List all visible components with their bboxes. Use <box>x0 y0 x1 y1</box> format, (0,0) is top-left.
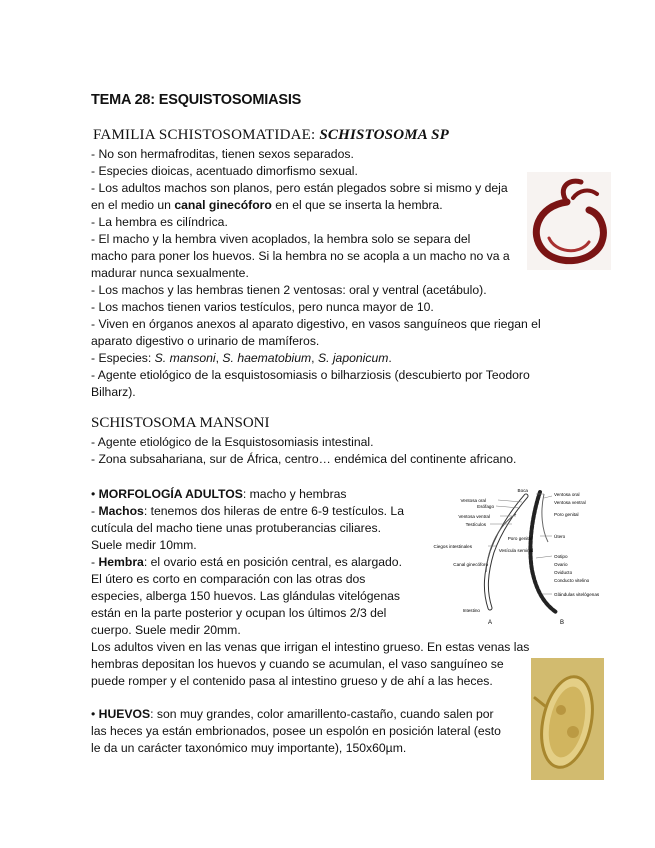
machos-line: cutícula del macho tiene unas protuberancias ciliares. <box>91 521 381 535</box>
diagram-label: Esófago <box>477 504 494 509</box>
diagram-label: Poro genital <box>554 512 579 517</box>
diagram-label: Intestino <box>462 608 480 613</box>
family-line-part: en el que se inserta la hembra. <box>271 198 443 212</box>
family-line: - Viven en órganos anexos al aparato digestivo, en vasos sanguíneos que riegan el <box>91 317 541 331</box>
diagram-label: Poro genital <box>507 536 533 541</box>
anatomy-diagram <box>428 486 618 628</box>
machos-text: : tenemos dos hileras de entre 6-9 testículos. La <box>143 504 404 518</box>
family-line: - Los machos y las hembras tienen 2 ventosas: oral y ventral (acetábulo). <box>91 283 487 297</box>
family-line <box>91 197 443 214</box>
diagram-label: Conducto vitelino <box>554 578 590 583</box>
family-line: - El macho y la hembra viven acoplados, la hembra solo se separa del <box>91 232 471 246</box>
diagram-label: Ventosa ventral <box>554 500 586 505</box>
diagram-label: Ootipo <box>554 554 568 559</box>
canal-ginecoforo-term: canal ginecóforo <box>174 198 272 212</box>
hembra-line: están en la parte posterior y ocupan los últimos 2/3 del <box>91 606 387 620</box>
machos-label: Machos <box>98 504 144 518</box>
eggs-text: : son muy grandes, color amarillento-castaño, cuando salen por <box>150 707 494 721</box>
family-heading <box>93 127 449 144</box>
species-name: S. mansoni <box>154 351 216 365</box>
diagram-label: Ovario <box>554 562 568 567</box>
species-name: S. japonicum <box>317 351 389 365</box>
hembra-label: Hembra <box>98 555 144 569</box>
hembra-line <box>91 554 402 571</box>
diagram-label: Boca <box>517 488 528 493</box>
family-line <box>91 350 392 367</box>
page-title: TEMA 28: ESQUISTOSOMIASIS <box>91 92 302 108</box>
diagram-label: Glándulas vitelógenas <box>554 592 600 597</box>
eggs-label: HUEVOS <box>98 707 151 721</box>
morphology-label: MORFOLOGÍA ADULTOS <box>98 487 243 501</box>
hembra-line: El útero es corto en comparación con las otras dos <box>91 572 366 586</box>
bullet: • <box>91 707 99 721</box>
bullet: • <box>91 487 99 501</box>
veins-line: puede romper y el contenido pasa al intestino grueso y de ahí a las heces. <box>91 674 493 688</box>
machos-line <box>91 503 404 520</box>
dash: - <box>91 504 99 518</box>
diagram-label: Ventosa oral <box>460 498 486 503</box>
family-heading-genus: SCHISTOSOMA SP <box>319 127 450 143</box>
veins-line: Los adultos viven en las venas que irrigan el intestino grueso. En estas venas las <box>91 640 530 654</box>
morphology-line <box>91 486 347 503</box>
machos-line: Suele medir 10mm. <box>91 538 197 552</box>
family-heading-text: FAMILIA SCHISTOSOMATIDAE: <box>93 127 320 143</box>
family-line-part: , <box>215 351 223 365</box>
morphology-text: : macho y hembras <box>242 487 347 501</box>
family-line: - Agente etiológico de la esquistosomiasis o bilharziosis (descubierto por Teodoro <box>91 368 530 382</box>
family-line: Bilharz). <box>91 385 136 399</box>
family-line-part: - Especies: <box>91 351 155 365</box>
diagram-label: Ventosa ventral <box>458 514 490 519</box>
family-line: - Los machos tienen varios testículos, pero nunca mayor de 10. <box>91 300 434 314</box>
family-line: - Los adultos machos son planos, pero están plegados sobre si mismo y deja <box>91 181 508 195</box>
family-line: - No son hermafroditas, tienen sexos separados. <box>91 147 354 161</box>
diagram-tag: A <box>488 620 493 626</box>
diagram-label: Testículos <box>465 522 486 527</box>
family-line-part: , <box>311 351 318 365</box>
diagram-tag: B <box>560 620 565 626</box>
diagram-label: Oviducto <box>554 570 573 575</box>
eggs-line <box>91 706 494 723</box>
mansoni-intro-line: - Zona subsahariana, sur de África, centro… endémica del continente africano. <box>91 452 517 466</box>
species-name: S. haematobium <box>222 351 312 365</box>
eggs-line: las heces ya están embrionados, posee un espolón en posición lateral (esto <box>91 724 501 738</box>
family-line-part: en el medio un <box>91 198 175 212</box>
family-line: - Especies dioicas, acentuado dimorfismo sexual. <box>91 164 358 178</box>
family-line-part: . <box>388 351 392 365</box>
diagram-label: Ciegos intestinales <box>433 544 472 549</box>
family-line: - La hembra es cilíndrica. <box>91 215 228 229</box>
mansoni-intro-line: - Agente etiológico de la Esquistosomiasis intestinal. <box>91 435 374 449</box>
family-line: aparato digestivo o urinario de mamíferos. <box>91 334 320 348</box>
diagram-label: Ventosa oral <box>554 492 580 497</box>
mansoni-heading: SCHISTOSOMA MANSONI <box>91 415 270 431</box>
veins-line: hembras depositan los huevos y cuando se acumulan, el vaso sanguíneo se <box>91 657 504 671</box>
schistosoma-photo <box>527 172 611 270</box>
dash: - <box>91 555 99 569</box>
hembra-line: especies, alberga 150 huevos. Las glándulas vitelógenas <box>91 589 400 603</box>
eggs-line: le da un carácter taxonómico muy importante), 150x60µm. <box>91 741 407 755</box>
family-line: madurar nunca sexualmente. <box>91 266 249 280</box>
hembra-text: : el ovario está en posición central, es alargado. <box>143 555 402 569</box>
diagram-label: Vesícula seminal <box>498 548 534 553</box>
diagram-label: Útero <box>554 534 566 539</box>
family-line: macho para poner los huevos. Si la hembra no se acopla a un macho no va a <box>91 249 510 263</box>
diagram-label: Canal ginecóforo <box>453 562 488 567</box>
egg-micrograph <box>531 658 604 780</box>
hembra-line: cuerpo. Suele medir 20mm. <box>91 623 241 637</box>
